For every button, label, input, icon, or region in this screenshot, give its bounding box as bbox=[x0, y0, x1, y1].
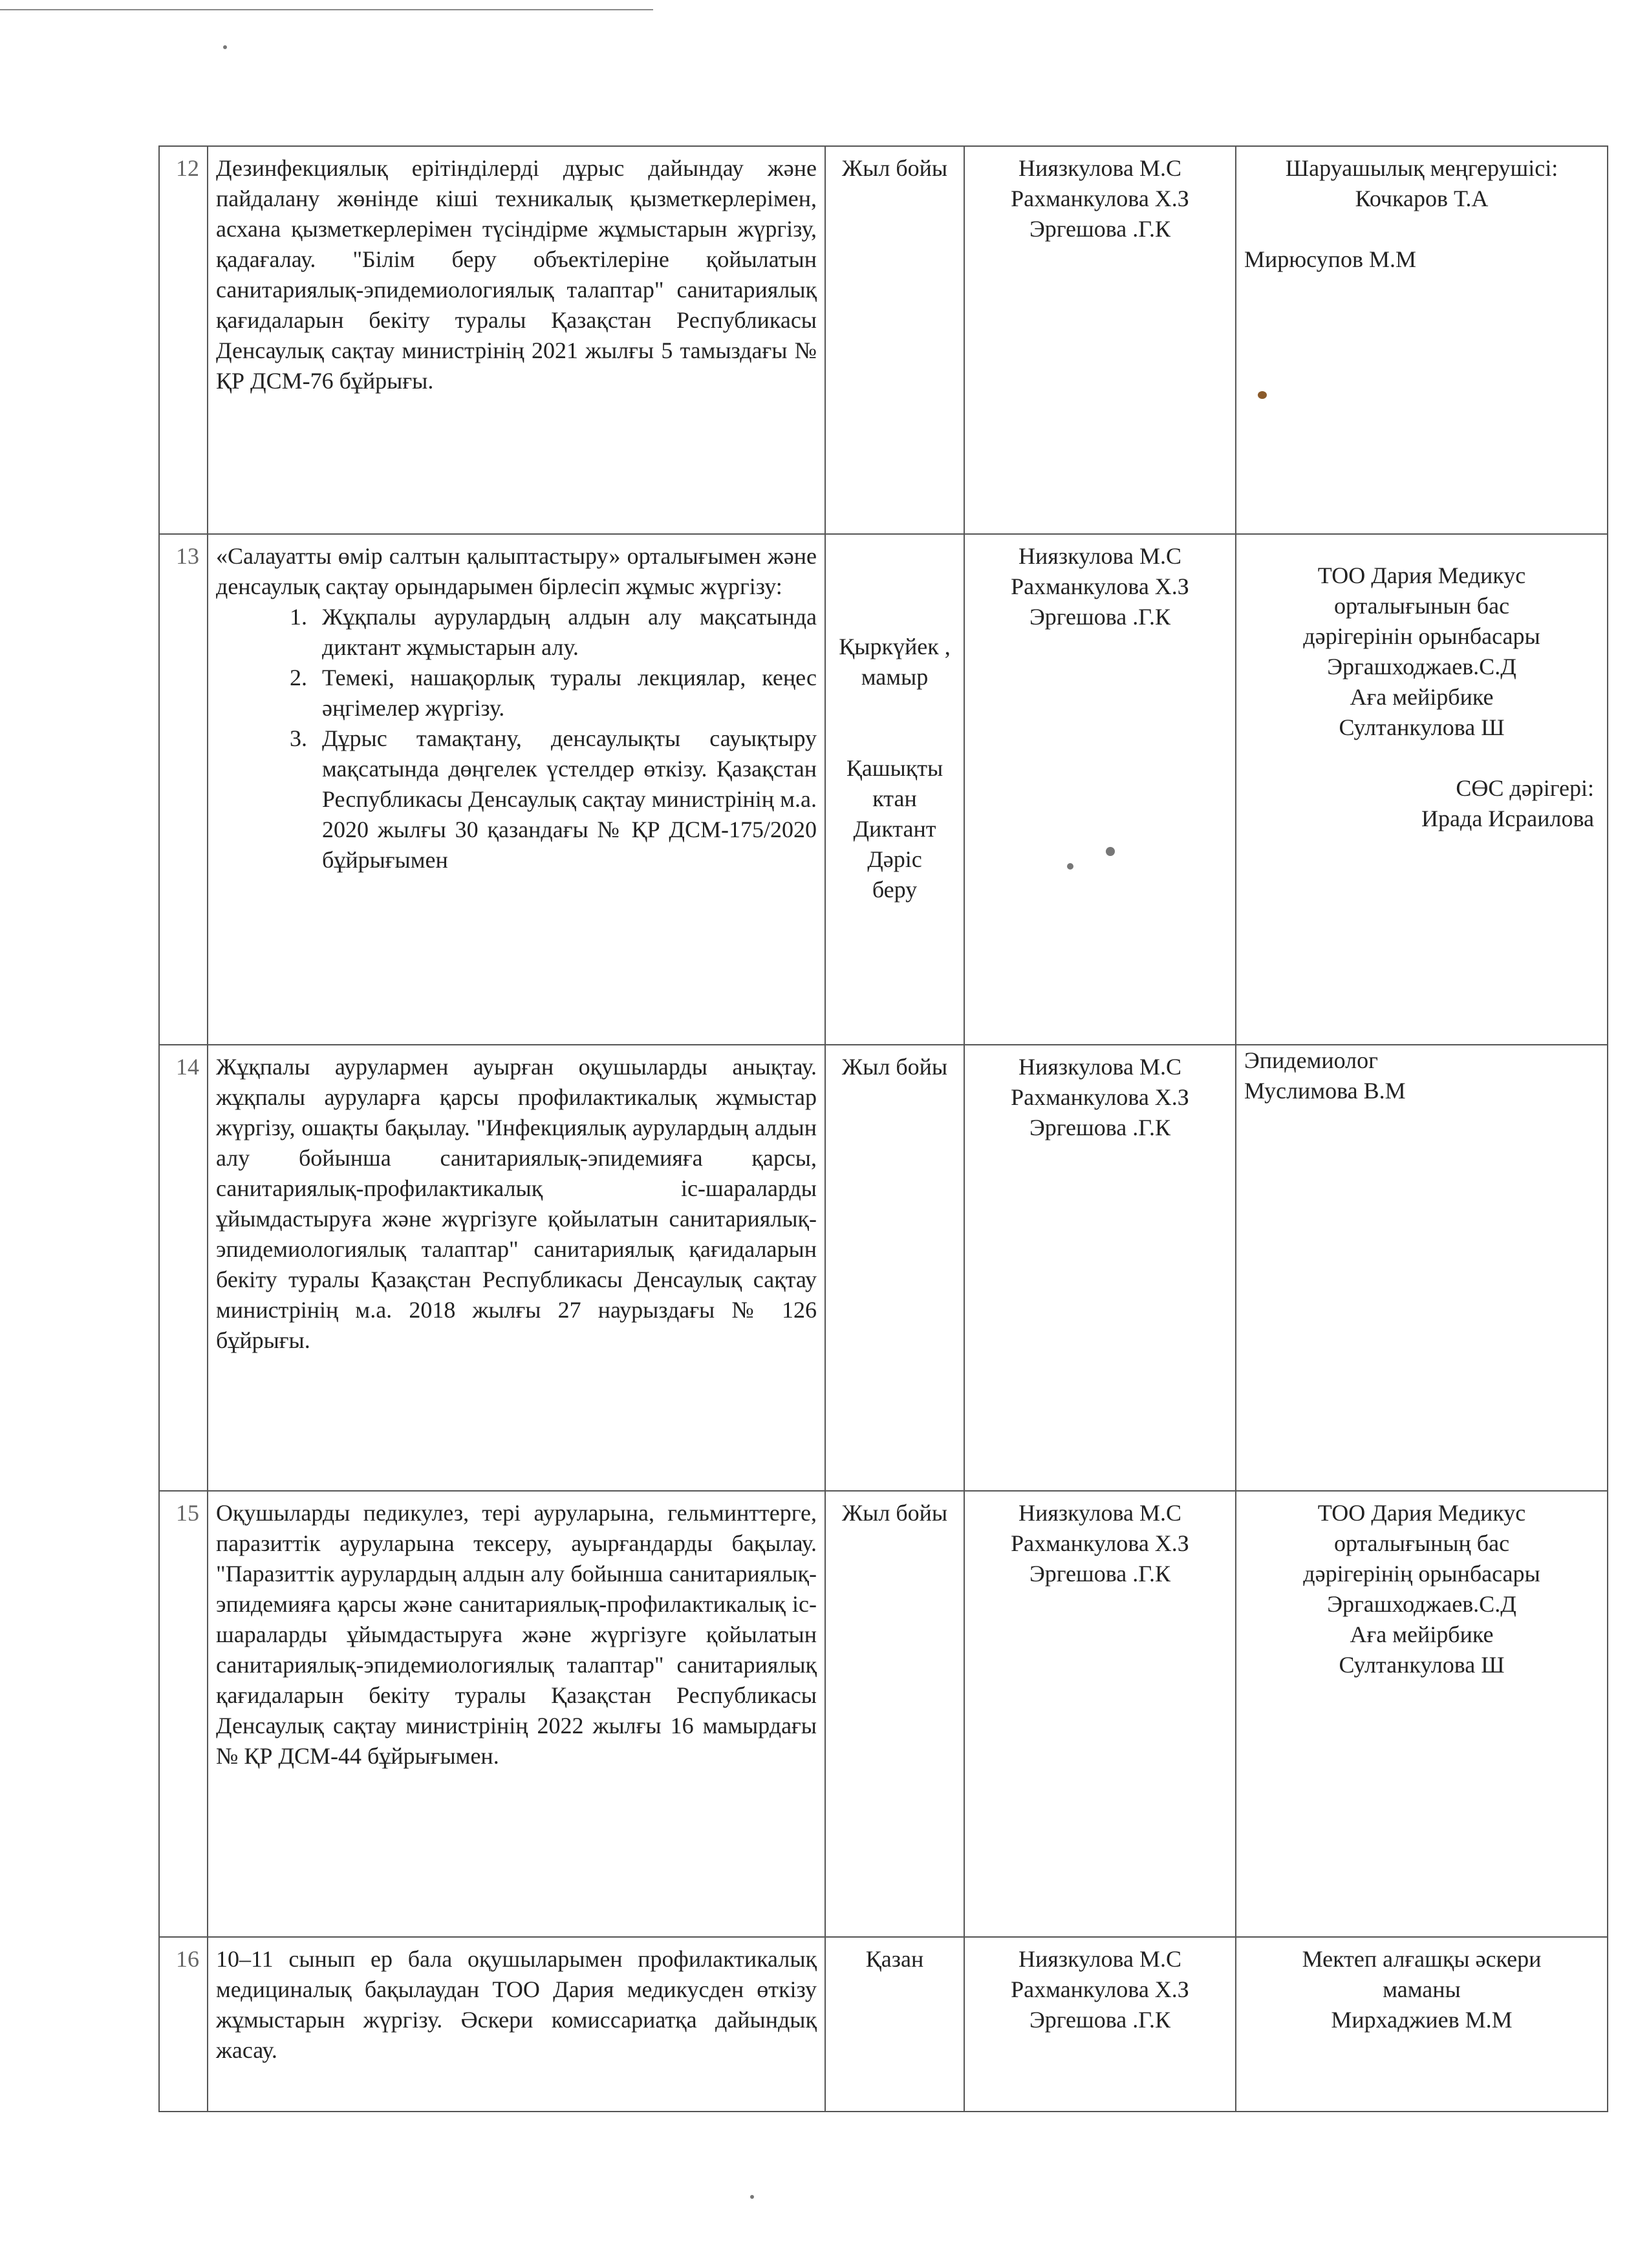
responsible-name: Рахманкулова Х.З bbox=[1011, 1976, 1189, 2002]
partner-line: Мектеп алғашқы әскери bbox=[1302, 1946, 1542, 1972]
partner-line: СӨС дәрігері: bbox=[1456, 775, 1594, 801]
responsible-cell bbox=[964, 1045, 1236, 1491]
partner-line: Султанкулова Ш bbox=[1339, 1652, 1505, 1678]
responsible-name: Ниязкулова М.С bbox=[1018, 1500, 1181, 1526]
table-row bbox=[159, 1937, 1608, 2112]
table-row bbox=[159, 534, 1608, 1045]
responsible-name: Эргешова .Г.К bbox=[1029, 604, 1171, 630]
partner-line: маманы bbox=[1383, 1976, 1461, 2002]
responsible-name: Ниязкулова М.С bbox=[1018, 155, 1181, 181]
responsible-name: Ниязкулова М.С bbox=[1018, 543, 1181, 569]
period-text: Диктант bbox=[853, 816, 936, 842]
partner-line: Эргашходжаев.С.Д bbox=[1327, 1591, 1516, 1617]
responsible-name: Эргешова .Г.К bbox=[1029, 2007, 1171, 2033]
responsible-cell bbox=[964, 534, 1236, 1045]
scan-speck bbox=[223, 45, 227, 49]
list-item: 2. Темекі, нашақорлық туралы лекциялар, кеңес әңгімелер жүргізу. bbox=[313, 663, 817, 723]
row-number: 12 bbox=[159, 146, 208, 534]
partner-cell bbox=[1236, 1491, 1608, 1937]
table-row bbox=[159, 146, 1608, 534]
partner-line: дәрігерінін орынбасары bbox=[1303, 623, 1540, 649]
partner-line: Аға мейірбике bbox=[1350, 1621, 1494, 1647]
responsible-name: Ниязкулова М.С bbox=[1018, 1946, 1181, 1972]
responsible-name: Эргешова .Г.К bbox=[1029, 1115, 1171, 1140]
responsible-name: Эргешова .Г.К bbox=[1029, 1561, 1171, 1587]
responsible-name: Ниязкулова М.С bbox=[1018, 1054, 1181, 1080]
period-cell: Жыл бойы bbox=[825, 1491, 964, 1937]
row-number: 13 bbox=[159, 534, 208, 1045]
period-text: Қыркүйек , мамыр bbox=[839, 634, 951, 690]
partner-line: Мирхаджиев М.М bbox=[1331, 2007, 1513, 2033]
partner-cell bbox=[1236, 146, 1608, 534]
partner-line: Мирюсупов М.М bbox=[1244, 246, 1416, 272]
partner-line: Ирада Исраилова bbox=[1421, 806, 1594, 831]
period-text: Қашықты ктан bbox=[846, 755, 943, 811]
task-list bbox=[216, 602, 817, 875]
task-text bbox=[208, 534, 825, 1045]
responsible-name: Рахманкулова Х.З bbox=[1011, 573, 1189, 599]
list-item: 3. Дұрыс тамақтану, денсаулықты сауықтыру мақсатында дөңгелек үстелдер өткізу. Қазақстан Республикасы Денсаулық сақтау министрінің м.а. 2020 жылғы 30 қазандағы № ҚР ДСМ-175/2020 бұйрығымен bbox=[313, 723, 817, 875]
task-text: 10–11 сынып ер бала оқушыларымен профилактикалық медициналық бақылаудан ТОО Дария медикусден өткізу жұмыстарын жүргізу. Әскери комиссариатқа дайындық жасау. bbox=[208, 1937, 825, 2112]
partner-line: Шаруашылық меңгерушісі: bbox=[1285, 155, 1558, 181]
period-text: Дәріс bbox=[867, 846, 922, 872]
row-number: 16 bbox=[159, 1937, 208, 2112]
list-item: 1. Жұқпалы аурулардың алдын алу мақсатында диктант жұмыстарын алу. bbox=[313, 602, 817, 663]
period-cell: Жыл бойы bbox=[825, 1045, 964, 1491]
row-number: 14 bbox=[159, 1045, 208, 1491]
table-row bbox=[159, 1045, 1608, 1491]
scan-speck bbox=[1067, 863, 1073, 870]
partner-line: Аға мейірбике bbox=[1350, 684, 1494, 710]
partner-line: ТОО Дария Медикус bbox=[1317, 562, 1526, 588]
partner-line: Султанкулова Ш bbox=[1339, 714, 1505, 740]
responsible-name: Рахманкулова Х.З bbox=[1011, 1530, 1189, 1556]
task-text: Дезинфекциялық ерітінділерді дұрыс дайындау және пайдалану жөнінде кіші техникалық қызметкерлерімен, асхана қызметкерлерімен түсіндірме жұмыстарын жүргізу, қадағалау. "Білім беру объектілеріне қойылатын санитариялық-эпидемиологиялық талаптар" санитариялық қағидаларын бекіту туралы Қазақстан Республикасы Денсаулық сақтау министрінің 2021 жылғы 5 тамыздағы № ҚР ДСМ-76 бұйрығы. bbox=[208, 146, 825, 534]
partner-line: Эргашходжаев.С.Д bbox=[1327, 654, 1516, 679]
responsible-cell bbox=[964, 1491, 1236, 1937]
responsible-name: Рахманкулова Х.З bbox=[1011, 186, 1189, 211]
responsible-cell bbox=[964, 1937, 1236, 2112]
partner-line: Муслимова В.М bbox=[1244, 1078, 1406, 1104]
responsible-name: Эргешова .Г.К bbox=[1029, 216, 1171, 242]
scan-speck bbox=[1258, 391, 1267, 399]
period-cell: Қазан bbox=[825, 1937, 964, 2112]
partner-cell bbox=[1236, 534, 1608, 1045]
task-text: Оқушыларды педикулез, тері ауруларына, гельминттерге, паразиттік ауруларына тексеру, ауырғандарды бақылау. "Паразиттік аурулардың алдын алу бойынша санитариялық-эпидемияға қарсы және санитариялық-профилактикалық іс-шараларды ұйымдастыруға және жүргізуге қойылатын санитариялық-эпидемиологиялық талаптар" санитариялық қағидаларын бекіту туралы Қазақстан Республикасы Денсаулық сақтау министрінің 2022 жылғы 16 мамырдағы № ҚР ДСМ-44 бұйрығымен. bbox=[208, 1491, 825, 1937]
partner-line: Кочкаров Т.А bbox=[1355, 186, 1489, 211]
scan-speck bbox=[1106, 847, 1115, 856]
period-cell bbox=[825, 534, 964, 1045]
task-intro: «Салауатты өмір салтын қалыптастыру» орталығымен және денсаулық сақтау орындарымен бірлесіп жұмыс жүргізу: bbox=[216, 543, 817, 599]
partner-line: орталығының бас bbox=[1333, 1530, 1510, 1556]
table-row bbox=[159, 1491, 1608, 1937]
period-cell: Жыл бойы bbox=[825, 146, 964, 534]
scan-speck bbox=[750, 2195, 754, 2199]
partner-cell bbox=[1236, 1045, 1608, 1491]
scan-edge-line bbox=[0, 9, 653, 10]
responsible-name: Рахманкулова Х.З bbox=[1011, 1084, 1189, 1110]
responsible-cell bbox=[964, 146, 1236, 534]
task-text: Жұқпалы аурулармен ауырған оқушыларды анықтау. жұқпалы ауруларға қарсы профилактикалық жұмыстар жүргізу, ошақты бақылау. "Инфекциялық аурулардың алдын алу бойынша санитариялық-эпидемияға қарсы, санитариялық-профилактикалық іс-шараларды ұйымдастыруға және жүргізуге қойылатын санитариялық-эпидемиологиялық талаптар" санитариялық қағидаларын бекіту туралы Қазақстан Республикасы Денсаулық сақтау министрінің м.а. 2018 жылғы 27 наурыздағы № 126 бұйрығы. bbox=[208, 1045, 825, 1491]
partner-line: дәрігерінің орынбасары bbox=[1303, 1561, 1540, 1587]
partner-line: орталығынын бас bbox=[1333, 593, 1510, 619]
partner-cell bbox=[1236, 1937, 1608, 2112]
plan-table bbox=[158, 145, 1608, 2112]
row-number: 15 bbox=[159, 1491, 208, 1937]
period-text: беру bbox=[872, 877, 918, 903]
partner-line: Эпидемиолог bbox=[1244, 1047, 1378, 1073]
partner-line: ТОО Дария Медикус bbox=[1317, 1500, 1526, 1526]
